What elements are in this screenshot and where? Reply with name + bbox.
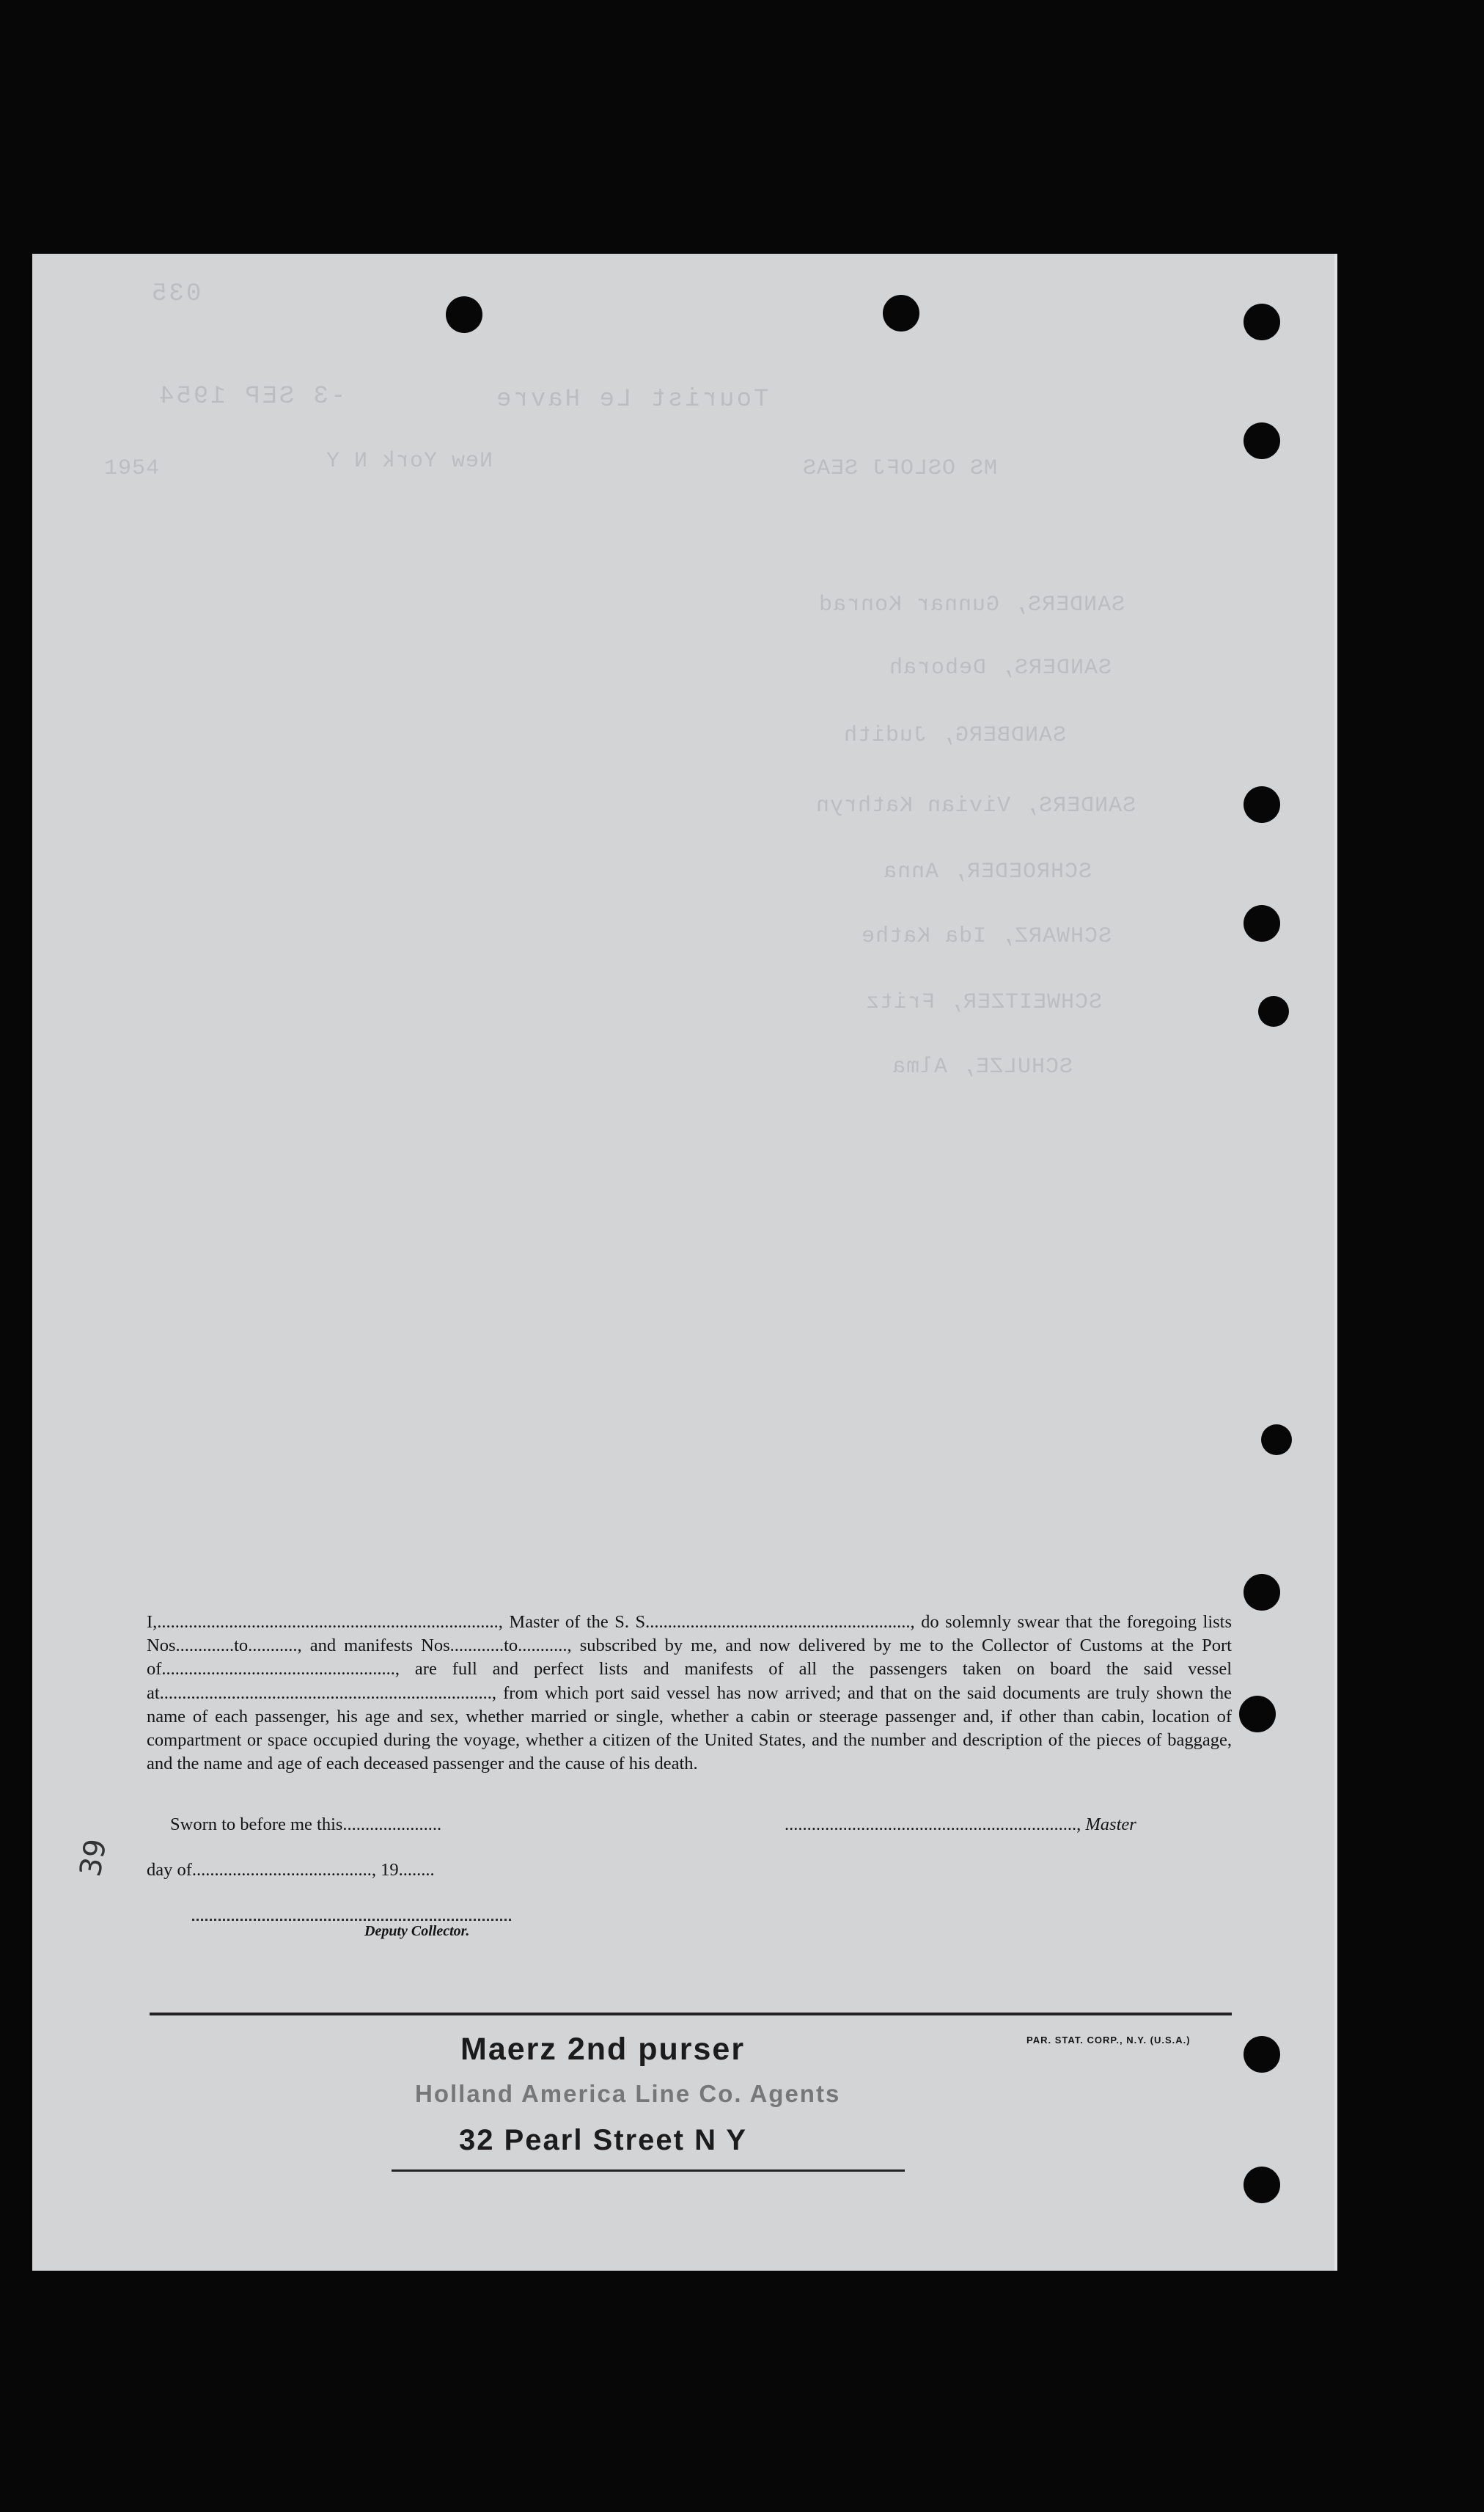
master-label: Master	[1085, 1815, 1136, 1834]
printer-imprint: PAR. STAT. CORP., N.Y. (U.S.A.)	[1026, 2035, 1191, 2046]
bleed-through-route: Tourist Le Havre	[494, 386, 769, 414]
master-oath-paragraph	[147, 1611, 1232, 1776]
stamp-agent: Holland America Line Co. Agents	[415, 2080, 841, 2107]
oath-text: I,............................................................................, Master of the S. S..........................................................., do solemnly swear that the foregoing lists Nos.............to..........., and manifests Nos............to..........., subscribed by me, and now delivered by me to the Collector of Customs at the Port of...................................................., are full and perfect lists and manifests of all the passengers taken on board the said vessel at.........................................................................., from which port said vessel has now arrived; and that on the said documents are truly shown the name of each passenger, his age and sex, whether married or single, whether a cabin or steerage passenger and, if other than cabin, location of compartment or space occupied during the voyage, whether a citizen of the United States, and the number and description of the pieces of baggage, and the name and age of each deceased passenger and the cause of his death.	[147, 1612, 1232, 1774]
divider-rule	[150, 2013, 1232, 2015]
master-dots: .................................................................,	[785, 1815, 1086, 1834]
bleed-through-name: SANDERS, Vivian Kathryn	[815, 794, 1136, 819]
deputy-collector-label: Deputy Collector.	[364, 1923, 470, 1939]
deputy-signature-line	[192, 1919, 511, 1921]
bleed-through-date: -3 SEP 1954	[157, 383, 346, 411]
punch-hole	[1244, 2167, 1280, 2203]
stamp-underline	[392, 2169, 905, 2172]
punch-hole	[1244, 304, 1280, 340]
margin-note: 39	[73, 1836, 114, 1880]
bleed-through-name: SCHWARZ, Ida Kathe	[861, 924, 1112, 949]
day-of-line: day of........................................, 19........	[147, 1860, 435, 1880]
stamp-purser: Maerz 2nd purser	[460, 2032, 746, 2067]
bleed-through-name: SANDBERG, Judith	[843, 723, 1067, 748]
bleed-through-sheet-number: 035	[150, 280, 202, 308]
sworn-line: Sworn to before me this......................	[170, 1815, 442, 1834]
bleed-through-name: SANDERS, Deborah	[889, 656, 1112, 681]
bleed-through-ship-name: MS OSLOFJ SEAS	[802, 456, 998, 481]
punch-hole	[1258, 996, 1289, 1027]
bleed-through-name: SCHROEDER, Anna	[883, 860, 1092, 885]
punch-hole	[1244, 786, 1280, 823]
punch-hole	[1239, 1696, 1276, 1732]
punch-hole	[1244, 905, 1280, 942]
bleed-through-year: 1954	[104, 456, 161, 481]
stamp-address: 32 Pearl Street N Y	[459, 2124, 748, 2156]
punch-hole	[1244, 1574, 1280, 1611]
master-signature-line	[785, 1815, 1136, 1835]
punch-hole	[883, 295, 919, 332]
bleed-through-name: SCHWEITZER, Fritz	[865, 990, 1103, 1015]
punch-hole	[1244, 2036, 1280, 2073]
punch-hole	[1261, 1424, 1292, 1455]
manifest-page	[32, 254, 1337, 2271]
bleed-through-port: New York N Y	[326, 449, 493, 474]
bleed-through-name: SANDERS, Gunnar Konrad	[818, 593, 1125, 618]
bleed-through-name: SCHULZE, Alma	[892, 1055, 1073, 1080]
punch-hole	[446, 296, 482, 333]
punch-hole	[1244, 422, 1280, 459]
